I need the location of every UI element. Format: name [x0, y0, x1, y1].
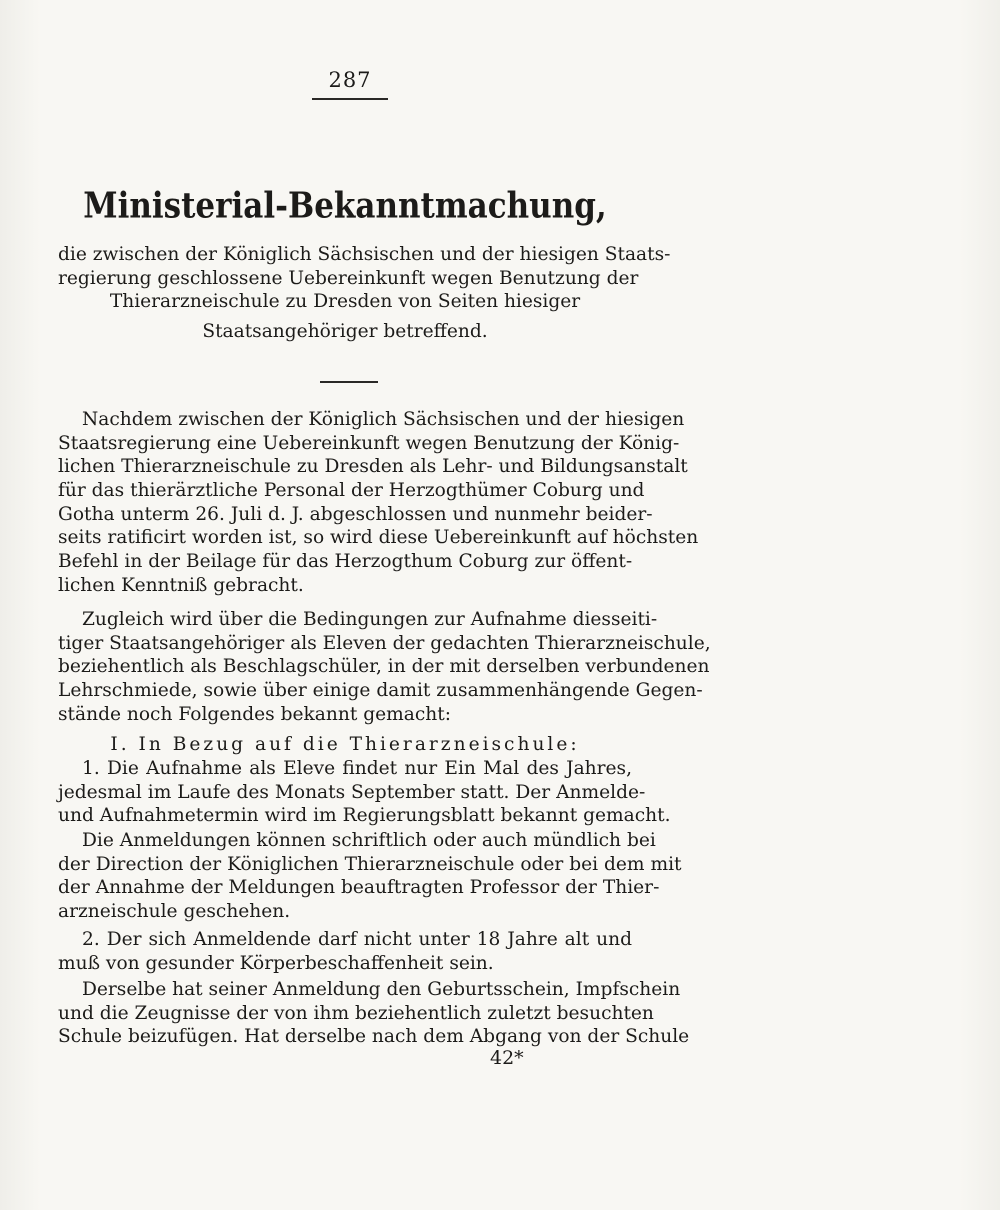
- page-number-rule: [312, 98, 388, 100]
- item-1: [58, 757, 671, 828]
- text-line: Lehrschmiede, sowie über einige damit zusammenhängende Gegen-: [58, 680, 703, 702]
- text-line: und Aufnahmetermin wird im Regierungsblatt bekannt gemacht.: [58, 805, 671, 827]
- text-line: 1. Die Aufnahme als Eleve findet nur Ein Mal des Jahres,: [82, 758, 632, 779]
- text-line: tiger Staatsangehöriger als Eleven der gedachten Thierarzneischule,: [58, 632, 711, 654]
- subtitle-line: regierung geschlossene Uebereinkunft wegen Benutzung der: [58, 267, 639, 289]
- text-line: lichen Kenntniß gebracht.: [58, 574, 304, 596]
- text-line: der Annahme der Meldungen beauftragten Professor der Thier-: [58, 877, 660, 899]
- item-1-continued: [58, 829, 682, 924]
- text-line: Schule beizufügen. Hat derselbe nach dem Abgang von der Schule: [58, 1026, 690, 1048]
- text-line: und die Zeugnisse der von ihm beziehentlich zuletzt besuchten: [58, 1002, 654, 1024]
- text-line: muß von gesunder Körperbeschaffenheit sein.: [58, 952, 494, 974]
- text-line: Derselbe hat seiner Anmeldung den Geburtsschein, Impfschein: [82, 979, 681, 1000]
- document-title: Ministerial-Bekanntmachung,: [83, 185, 607, 227]
- subtitle-line: Staatsangehöriger betreffend.: [202, 321, 488, 343]
- text-line: lichen Thierarzneischule zu Dresden als Lehr- und Bildungsanstalt: [58, 456, 688, 478]
- paragraph-2: [58, 608, 711, 726]
- document-subtitle: [58, 240, 671, 347]
- text-line: Zugleich wird über die Bedingungen zur Aufnahme diesseiti-: [82, 609, 658, 630]
- page-number: 287: [328, 68, 372, 92]
- section-heading: I. In Bezug auf die Thierarzneischule:: [110, 734, 580, 755]
- subtitle-line: die zwischen der Königlich Sächsischen und der hiesigen Staats-: [58, 244, 671, 265]
- text-line: beziehentlich als Beschlagschüler, in der mit derselben verbundenen: [58, 656, 710, 678]
- paragraph-1: [58, 408, 699, 598]
- text-line: Befehl in der Beilage für das Herzogthum Coburg zur öffent-: [58, 551, 633, 573]
- text-line: Staatsregierung eine Uebereinkunft wegen Benutzung der König-: [58, 432, 680, 454]
- text-line: stände noch Folgendes bekannt gemacht:: [58, 703, 451, 725]
- text-line: für das thierärztliche Personal der Herzogthümer Coburg und: [58, 480, 645, 502]
- subtitle-line: Thierarzneischule zu Dresden von Seiten hiesiger: [109, 291, 581, 313]
- item-2-continued: [58, 978, 690, 1049]
- text-line: Gotha unterm 26. Juli d. J. abgeschlossen und nunmehr beider-: [58, 503, 653, 525]
- text-line: arzneischule geschehen.: [58, 901, 291, 923]
- signature-mark: 42*: [490, 1047, 524, 1069]
- separator-rule: [320, 381, 378, 383]
- item-2: [58, 928, 632, 975]
- text-line: jedesmal im Laufe des Monats September statt. Der Anmelde-: [58, 781, 646, 803]
- text-line: Nachdem zwischen der Königlich Sächsischen und der hiesigen: [82, 409, 685, 430]
- text-line: Die Anmeldungen können schriftlich oder auch mündlich bei: [82, 830, 656, 851]
- text-line: 2. Der sich Anmeldende darf nicht unter 18 Jahre alt und: [82, 929, 632, 950]
- text-line: der Direction der Königlichen Thierarzneischule oder bei dem mit: [58, 853, 682, 875]
- text-line: seits ratificirt worden ist, so wird diese Uebereinkunft auf höchsten: [58, 527, 699, 549]
